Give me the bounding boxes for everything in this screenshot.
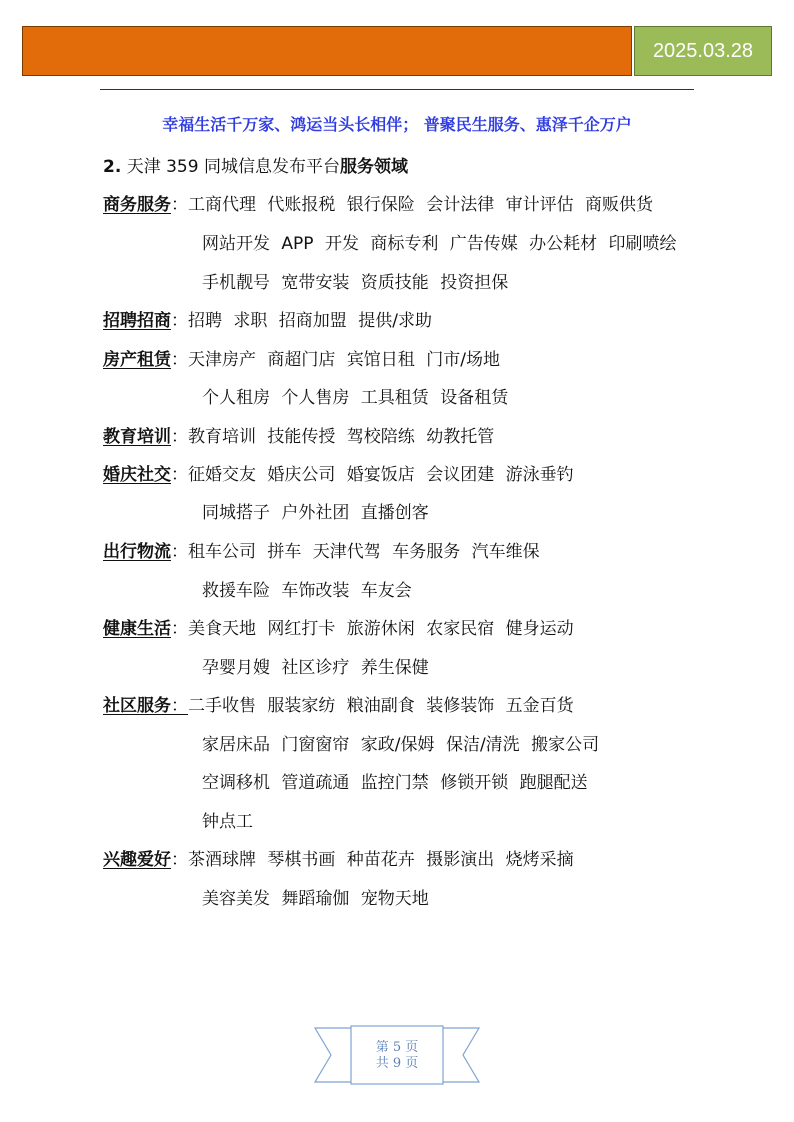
category-sep: ： <box>171 427 188 447</box>
category-label: 房产租赁 <box>103 350 171 370</box>
category-line: 手机靓号 宽带安装 资质技能 投资担保 <box>202 273 509 293</box>
category-line: 同城搭子 户外社团 直播创客 <box>202 503 429 523</box>
category-line: 孕婴月嫂 社区诊疗 养生保健 <box>202 658 429 678</box>
category-business <box>103 190 653 215</box>
category-line: 教育培训 技能传授 驾校陪练 幼教托管 <box>188 427 495 447</box>
category-health <box>103 614 574 639</box>
category-recruit <box>103 306 432 331</box>
category-sep: ： <box>171 195 188 215</box>
category-label: 婚庆社交 <box>103 465 171 485</box>
category-label: 商务服务 <box>103 195 171 215</box>
category-hobby <box>103 845 574 870</box>
category-sep: ： <box>171 350 188 370</box>
category-line: 茶酒球牌 琴棋书画 种苗花卉 摄影演出 烧烤采摘 <box>188 850 574 870</box>
category-line: 二手收售 服装家纺 粮油副食 装修装饰 五金百货 <box>188 696 574 716</box>
section-title <box>103 152 408 177</box>
category-sep: ： <box>171 619 188 639</box>
category-label: 招聘招商 <box>103 311 171 331</box>
category-education <box>103 422 494 447</box>
section-number: 2. <box>103 157 122 177</box>
category-line: 家居床品 门窗窗帘 家政/保姆 保洁/清洗 搬家公司 <box>202 735 600 755</box>
category-line: 天津房产 商超门店 宾馆日租 门市/场地 <box>188 350 500 370</box>
category-sep: ： <box>171 850 188 870</box>
category-sep: ： <box>171 542 188 562</box>
category-line: 工商代理 代账报税 银行保险 会计法律 审计评估 商贩供货 <box>188 195 654 215</box>
page-number <box>352 1040 442 1072</box>
category-label: 出行物流 <box>103 542 171 562</box>
category-sep: ： <box>171 465 188 485</box>
page-total: 共 9 页 <box>375 1056 419 1071</box>
header-bar <box>22 26 632 76</box>
category-line: 救援车险 车饰改装 车友会 <box>202 581 412 601</box>
category-line: 招聘 求职 招商加盟 提供/求助 <box>188 311 432 331</box>
category-line: 空调移机 管道疏通 监控门禁 修锁开锁 跑腿配送 <box>202 773 588 793</box>
category-label: 教育培训 <box>103 427 171 447</box>
section-title-text: 天津 359 同城信息发布平台 <box>126 157 340 177</box>
category-line: 美食天地 网红打卡 旅游休闲 农家民宿 健身运动 <box>188 619 574 639</box>
category-social <box>103 460 574 485</box>
category-realestate <box>103 345 500 370</box>
slogan: 幸福生活千万家、鸿运当头长相伴； 普聚民生服务、惠泽千企万户 <box>162 115 632 134</box>
category-line: 个人租房 个人售房 工具租赁 设备租赁 <box>202 388 509 408</box>
category-community <box>103 691 574 716</box>
header-rule <box>100 89 694 90</box>
category-label: 社区服务 <box>103 696 171 716</box>
category-line: 租车公司 拼车 天津代驾 车务服务 汽车维保 <box>188 542 540 562</box>
category-line: 网站开发 APP 开发 商标专利 广告传媒 办公耗材 印刷喷绘 <box>202 234 677 254</box>
section-title-emph: 服务领域 <box>339 157 408 177</box>
category-sep: ： <box>171 311 188 331</box>
page-current: 第 5 页 <box>375 1040 419 1055</box>
header-date: 2025.03.28 <box>634 26 772 76</box>
category-line: 美容美发 舞蹈瑜伽 宠物天地 <box>202 889 429 909</box>
category-travel <box>103 537 540 562</box>
category-sep: ： <box>171 696 188 716</box>
category-line: 征婚交友 婚庆公司 婚宴饭店 会议团建 游泳垂钓 <box>188 465 574 485</box>
category-label: 健康生活 <box>103 619 171 639</box>
category-label: 兴趣爱好 <box>103 850 171 870</box>
category-line: 钟点工 <box>202 812 253 832</box>
